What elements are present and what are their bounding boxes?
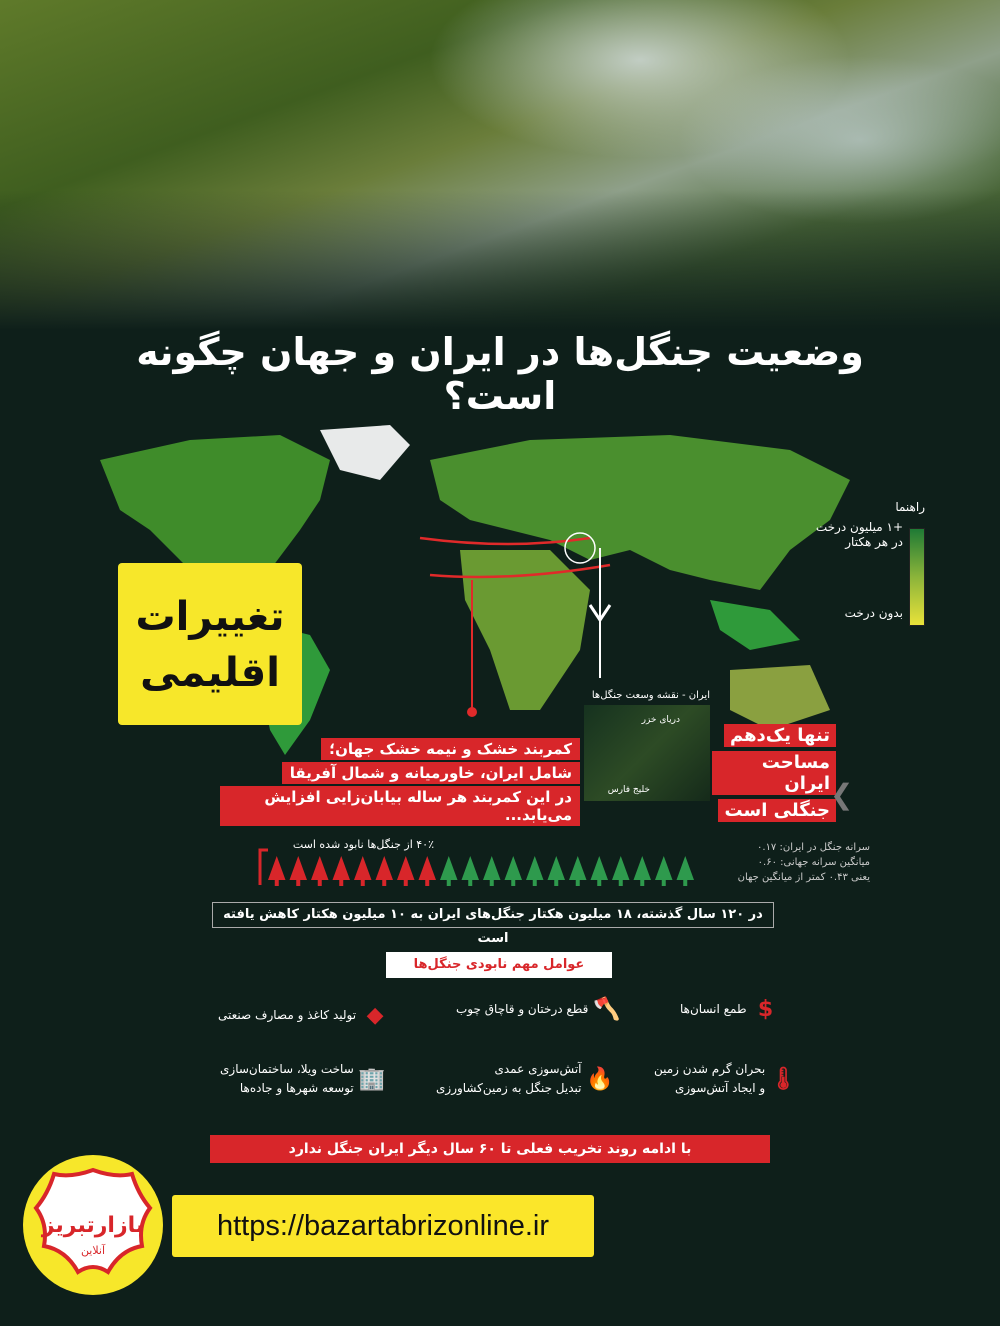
tree-remaining-icon [634, 856, 652, 886]
tree-remaining-icon [462, 856, 480, 886]
logo-text: بازارتبریز [41, 1213, 145, 1238]
bazartabriz-logo[interactable] [20, 1150, 166, 1300]
factor-warming [654, 1060, 797, 1098]
badge-line-2: اقلیمی [140, 650, 280, 696]
factor-paper [218, 1003, 388, 1028]
southeast-asia [710, 600, 800, 650]
tree-remaining-icon [483, 856, 501, 886]
factor-building-line-2: توسعه شهرها و جاده‌ها [239, 1081, 354, 1095]
future-warning: با ادامه روند تخریب فعلی تا ۶۰ سال دیگر ایران جنگل ندارد [210, 1135, 770, 1163]
logo-subtext: آنلاین [80, 1244, 106, 1257]
iran-forest-map [584, 690, 710, 802]
persian-gulf-label: خلیج فارس [607, 785, 650, 795]
tree-destroyed-icon [290, 856, 308, 886]
factor-fire-line-2: تبدیل جنگل به زمین‌کشاورزی [436, 1081, 582, 1095]
tree-destroyed-icon [268, 856, 286, 886]
forest-loss-statement: در ۱۲۰ سال گذشته، ۱۸ میلیون هکتار جنگل‌های ایران به ۱۰ میلیون هکتار کاهش یافته است [212, 902, 774, 928]
factor-warming-line-2: و ایجاد آتش‌سوزی [674, 1081, 766, 1095]
axe-icon: 🪓 [592, 997, 621, 1022]
chevron-left-icon: ❮ [830, 778, 854, 811]
legend-color-scale [909, 528, 925, 626]
fire-icon: 🔥 [586, 1066, 614, 1092]
tree-remaining-icon [505, 856, 523, 886]
tree-remaining-icon [591, 856, 609, 886]
per-capita-diff: یعنی ۰.۴۳ کمتر از میانگین جهان [737, 872, 870, 883]
tenth-line-2: مساحت ایران [712, 751, 836, 795]
factor-paper-label: تولید کاغذ و مصارف صنعتی [218, 1008, 357, 1022]
factor-building-line-1: ساخت ویلا، ساختمان‌سازی [220, 1062, 354, 1076]
tree-remaining-icon [655, 856, 673, 886]
tree-destroyed-icon [397, 856, 415, 886]
greenland [320, 425, 410, 480]
badge-line-1: تغییرات [135, 594, 285, 640]
per-capita-world: میانگین سرانه جهانی: ۰.۶۰ [757, 857, 870, 868]
buildings-icon: 🏢 [358, 1066, 386, 1092]
legend-heading: راهنما [895, 500, 925, 514]
per-capita-stats [720, 840, 870, 885]
tree-destroyed-icon [419, 856, 437, 886]
factor-building [220, 1060, 386, 1098]
per-capita-iran: سرانه جنگل در ایران: ۰.۱۷ [757, 842, 870, 853]
tree-remaining-icon [526, 856, 544, 886]
dollar-icon: $ [757, 997, 774, 1022]
iran-map-caption: ایران - نقشه وسعت جنگل‌ها [591, 690, 710, 701]
caspian-label: دریای خزر [641, 715, 680, 725]
belt-line-3: در این کمربند هر ساله بیابان‌زایی افزایش می‌یابد... [220, 786, 580, 826]
forest-hero-photo [0, 0, 1000, 330]
tree-destroyed-icon [376, 856, 394, 886]
legend-low-label: بدون درخت [844, 606, 903, 620]
factor-fire [436, 1060, 614, 1098]
page-title: وضعیت جنگل‌ها در ایران و جهان چگونه است؟ [136, 330, 864, 418]
belt-pointer-dot [467, 707, 477, 717]
factor-warming-line-1: بحران گرم شدن زمین [654, 1062, 766, 1076]
website-url[interactable]: https://bazartabrizonline.ir [172, 1195, 594, 1257]
climate-change-badge [118, 563, 302, 725]
thermometer-icon: 🌡 [769, 1066, 798, 1092]
africa [460, 550, 590, 710]
factor-logging [456, 997, 621, 1022]
tree-remaining-icon [569, 856, 587, 886]
destroyed-caption: ۴۰٪ از جنگل‌ها نابود شده است [292, 838, 434, 851]
tree-destroyed-icon [311, 856, 329, 886]
factor-greed-label: طمع انسان‌ها [680, 1002, 747, 1016]
belt-line-2: شامل ایران، خاورمیانه و شمال آفریقا [282, 762, 580, 784]
destroyed-bracket [260, 850, 268, 885]
tree-remaining-icon [612, 856, 630, 886]
one-tenth-note [712, 724, 836, 826]
tenth-line-3: جنگلی است [718, 799, 836, 822]
australia [730, 665, 830, 730]
tree-remaining-icon [548, 856, 566, 886]
factors-heading: عوامل مهم نابودی جنگل‌ها [386, 952, 612, 978]
map-legend [815, 500, 925, 630]
dry-belt-note [220, 738, 580, 828]
tree-destroyed-icon [333, 856, 351, 886]
legend-high-label: +۱ میلیون درخت در هر هکتار [815, 520, 903, 549]
belt-line-1: کمربند خشک و نیمه خشک جهان؛ [321, 738, 580, 760]
factor-fire-line-1: آتش‌سوزی عمدی [494, 1062, 582, 1076]
factor-logging-label: قطع درختان و قاچاق چوب [456, 1002, 589, 1016]
tree-remaining-icon [677, 856, 695, 886]
factor-greed [680, 997, 779, 1022]
paper-icon: ◆ [366, 1003, 384, 1028]
tree-remaining-icon [440, 856, 458, 886]
tree-destroyed-icon [354, 856, 372, 886]
iran-map-image [584, 705, 710, 801]
tenth-line-1: تنها یک‌دهم [724, 724, 836, 747]
